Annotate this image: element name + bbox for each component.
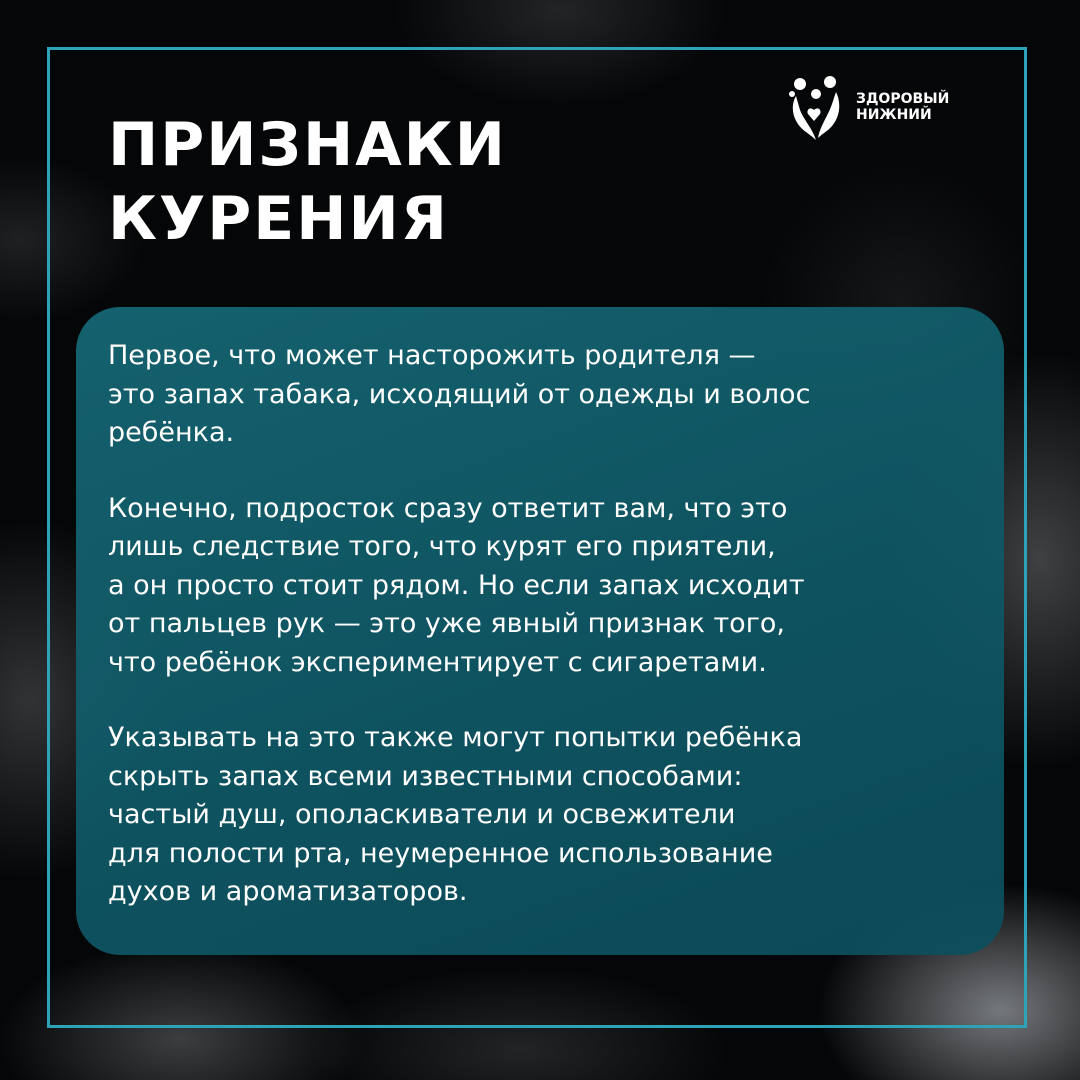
title-line-2: КУРЕНИЯ bbox=[108, 184, 449, 254]
text-line: лишь следствие того, что курят его приятели, bbox=[108, 531, 776, 562]
hands-heart-logo-icon bbox=[786, 74, 844, 140]
text-line: частый душ, ополаскиватели и освежители bbox=[108, 799, 736, 830]
page-title bbox=[108, 108, 507, 256]
paragraph-2 bbox=[108, 490, 984, 683]
logo-text-line-1: ЗДОРОВЫЙ bbox=[856, 91, 950, 107]
text-line: что ребёнок экспериментирует с сигаретами. bbox=[108, 646, 767, 678]
text-line: Конечно, подросток сразу ответит вам, что это bbox=[108, 492, 788, 524]
text-line: ребёнка. bbox=[108, 417, 235, 448]
text-line: от пальцев рук — это уже явный признак того, bbox=[108, 608, 785, 639]
logo bbox=[786, 74, 949, 140]
text-line: Первое, что может насторожить родителя — bbox=[108, 340, 756, 371]
title-line-1: ПРИЗНАКИ bbox=[108, 110, 507, 180]
text-line: это запах табака, исходящий от одежды и волос bbox=[108, 378, 811, 410]
info-card bbox=[76, 307, 1004, 955]
text-line: Указывать на это также могут попытки ребёнка bbox=[108, 722, 803, 753]
paragraph-1 bbox=[108, 337, 984, 453]
paragraph-3 bbox=[108, 719, 984, 912]
text-line: скрыть запах всеми известными способами: bbox=[108, 760, 743, 792]
text-line: а он просто стоит рядом. Но если запах исходит bbox=[108, 569, 805, 601]
text-line: духов и ароматизаторов. bbox=[108, 876, 468, 907]
logo-text bbox=[856, 91, 949, 123]
logo-text-line-2: НИЖНИЙ bbox=[856, 107, 932, 123]
text-line: для полости рта, неумеренное использование bbox=[108, 837, 773, 869]
